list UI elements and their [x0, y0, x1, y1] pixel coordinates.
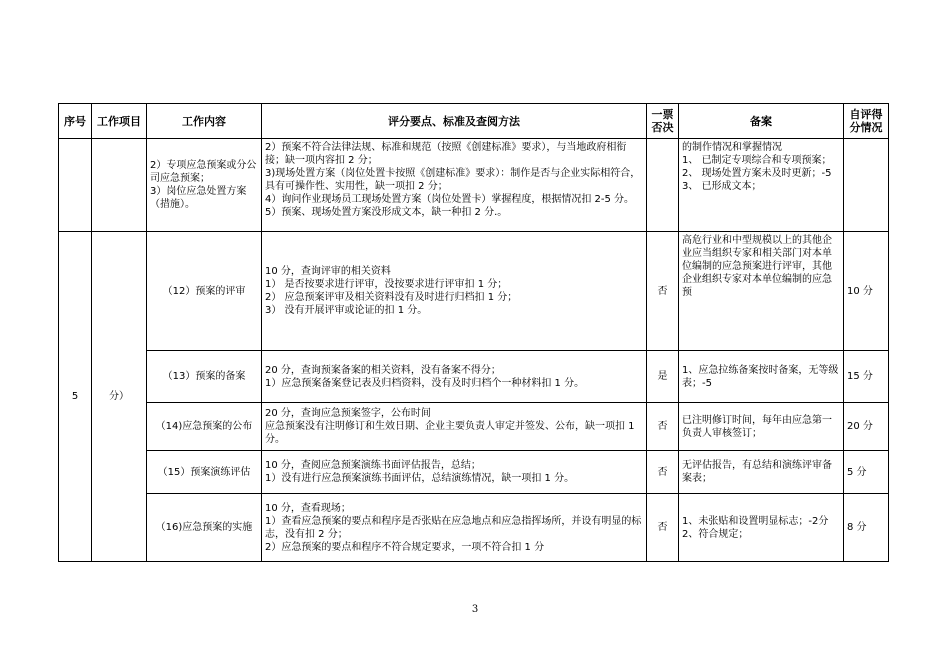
veto-cell: 否 — [647, 403, 679, 451]
content-cell: （12）预案的评审 — [147, 232, 262, 351]
header-project: 工作项目 — [92, 104, 147, 139]
criteria-cell: 10 分，查阅应急预案演练书面评估报告，总结； 1）没有进行应急预案演练书面评估，总结演练情况，缺一项扣 1 分。 — [262, 451, 647, 494]
record-cell: 无评估报告，有总结和演练评审备案表； — [679, 451, 844, 494]
seq-cell-empty — [59, 139, 92, 232]
table-row — [59, 403, 889, 451]
criteria-cell: 20 分，查询应急预案签字，公布时间 应急预案没有注明修订和生效日期、企业主要负责人审定并签发、公布，缺一项扣 1 分。 — [262, 403, 647, 451]
veto-cell: 是 — [647, 351, 679, 403]
score-cell: 20 分 — [844, 403, 889, 451]
header-content: 工作内容 — [147, 104, 262, 139]
project-cell: 分） — [92, 232, 147, 562]
content-cell: （15）预案演练评估 — [147, 451, 262, 494]
table-row — [59, 451, 889, 494]
veto-cell: 否 — [647, 451, 679, 494]
criteria-cell: 10 分，查看现场； 1）查看应急预案的要点和程序是否张贴在应急地点和应急指挥场所，并设有明显的标志，没有扣 2 分； 2）应急预案的要点和程序不符合规定要求，一项不符合扣 1 分 — [262, 494, 647, 562]
record-cell: 已注明修订时间，每年由应急第一负责人审核签订； — [679, 403, 844, 451]
score-cell: 5 分 — [844, 451, 889, 494]
criteria-cell: 10 分，查询评审的相关资料 1） 是否按要求进行评审，没按要求进行评审扣 1 分； 2） 应急预案评审及相关资料没有及时进行归档扣 1 分； 3） 没有开展评审或论证的扣 1 分。 — [262, 232, 647, 351]
score-cell: 8 分 — [844, 494, 889, 562]
score-cell: 15 分 — [844, 351, 889, 403]
header-score: 自评得 分情况 — [844, 104, 889, 139]
content-cell: （16)应急预案的实施 — [147, 494, 262, 562]
content-cell: （13）预案的备案 — [147, 351, 262, 403]
project-cell-empty — [92, 139, 147, 232]
content-cell: （14)应急预案的公布 — [147, 403, 262, 451]
content-cell: 2）专项应急预案或分公司应急预案； 3）岗位应急处置方案（措施）。 — [147, 139, 262, 232]
table-row — [59, 494, 889, 562]
criteria-cell: 20 分，查询预案备案的相关资料，没有备案不得分； 1）应急预案备案登记表及归档资料，没有及时归档个一种材料扣 1 分。 — [262, 351, 647, 403]
header-seq: 序号 — [59, 104, 92, 139]
score-cell-empty — [844, 139, 889, 232]
header-veto: 一票 否决 — [647, 104, 679, 139]
score-cell: 10 分 — [844, 232, 889, 351]
veto-cell-empty — [647, 139, 679, 232]
table-row — [59, 351, 889, 403]
record-cell: 高危行业和中型规模以上的其他企业应当组织专家和相关部门对本单位编制的应急预案进行评审，其他企业组织专家对本单位编制的应急预 — [679, 232, 844, 351]
table-row — [59, 232, 889, 351]
evaluation-table — [58, 103, 889, 562]
veto-cell: 否 — [647, 232, 679, 351]
seq-cell: 5 — [59, 232, 92, 562]
table-row — [59, 139, 889, 232]
header-record: 备案 — [679, 104, 844, 139]
record-cell: 1、未张贴和设置明显标志；-2分 2、符合规定； — [679, 494, 844, 562]
veto-cell: 否 — [647, 494, 679, 562]
header-criteria: 评分要点、标准及查阅方法 — [262, 104, 647, 139]
criteria-cell: 2）预案不符合法律法规、标准和规范（按照《创建标准》要求），与当地政府相衔接；缺一项内容扣 2 分； 3)现场处置方案（岗位处置卡按照《创建标准》要求）：制作是否与企业实际相符合，具有可操作性、实用性，缺一项扣 2 分； 4）询问作业现场员工现场处置方案（岗位处置卡）掌握程度，根据情况扣 2-5 分。 5）预案、现场处置方案没形成文本，缺一种扣 2 分.。 — [262, 139, 647, 232]
header-row — [59, 104, 889, 139]
record-cell: 的制作情况和掌握情况 1、 已制定专项综合和专项预案； 2、 现场处置方案未及时更新；-5 3、 已形成文本； — [679, 139, 844, 232]
page-number: 3 — [471, 604, 479, 615]
record-cell: 1、应急拉练备案按时备案，无等级表；-5 — [679, 351, 844, 403]
